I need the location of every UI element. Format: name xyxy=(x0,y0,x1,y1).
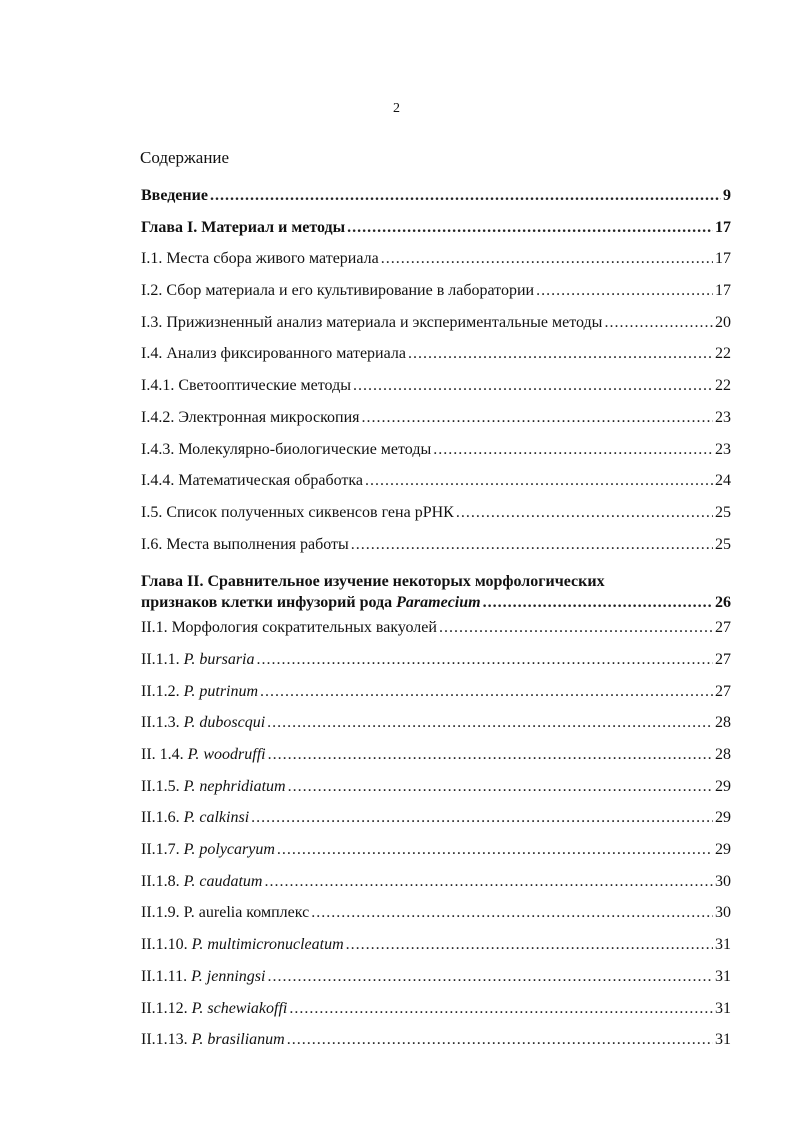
toc-entry[interactable] xyxy=(141,187,731,219)
toc-entry-species: P. nephridiatum xyxy=(183,777,286,795)
dot-leader xyxy=(346,936,713,954)
toc-entry-label: I.2. Сбор материала и его культивирование в лаборатории xyxy=(141,282,535,300)
toc-entry[interactable] xyxy=(141,873,731,905)
toc-title: Содержание xyxy=(140,148,230,167)
chapter-2-title-line-1: Глава II. Сравнительное изучение некоторых морфологических xyxy=(141,573,605,591)
toc-entry[interactable] xyxy=(141,1031,731,1063)
toc-entry-page: 27 xyxy=(715,619,731,637)
toc-entry[interactable] xyxy=(141,1000,731,1032)
dot-leader xyxy=(604,314,713,332)
chapter-2-title-genus: Paramecium xyxy=(396,594,481,612)
toc-entry-page: 29 xyxy=(715,841,731,859)
toc-entry-page: 27 xyxy=(715,650,731,668)
table-of-contents xyxy=(141,187,731,1063)
toc-entry-label: II.1.12. xyxy=(141,999,192,1017)
toc-entry-page: 22 xyxy=(715,345,731,363)
dot-leader xyxy=(257,651,714,669)
toc-entry[interactable] xyxy=(141,904,731,936)
dot-leader xyxy=(381,250,713,268)
toc-entry-species: P. jenningsi xyxy=(191,967,266,985)
toc-entry[interactable] xyxy=(141,968,731,1000)
toc-entry-page: 31 xyxy=(715,936,731,954)
dot-leader xyxy=(456,504,713,522)
toc-entry-page: 20 xyxy=(715,313,731,331)
toc-entry[interactable] xyxy=(141,282,731,314)
toc-entry-species: P. duboscqui xyxy=(183,714,266,732)
toc-entry-label: I.4.3. Молекулярно-биологические методы xyxy=(141,440,432,458)
toc-entry-label: I.6. Места выполнения работы xyxy=(141,535,349,553)
toc-entry-label: II. 1.4. xyxy=(141,746,188,763)
toc-entry-label: I.4. Анализ фиксированного материала xyxy=(141,345,406,363)
toc-entry-page: 31 xyxy=(715,1031,731,1049)
toc-entry-page: 25 xyxy=(715,503,731,521)
toc-entry-page: 31 xyxy=(715,967,731,985)
dot-leader xyxy=(260,683,713,701)
dot-leader xyxy=(268,746,713,764)
toc-entry-label: II.1.2. xyxy=(141,682,184,700)
dot-leader xyxy=(408,345,713,363)
chapter-2-title-prefix: признаков клетки инфузорий рода xyxy=(141,594,397,612)
dot-leader xyxy=(288,778,713,796)
toc-entry[interactable] xyxy=(141,219,731,251)
toc-entry-species: P. calkinsi xyxy=(183,809,250,827)
toc-entry-page: 30 xyxy=(715,904,731,922)
toc-entry-page: 30 xyxy=(715,872,731,890)
toc-entry-label: II.1. Морфология сократительных вакуолей xyxy=(141,619,437,637)
toc-entry-species: P. bursaria xyxy=(183,650,255,668)
dot-leader xyxy=(287,1031,713,1049)
toc-entry-page: 28 xyxy=(715,746,731,763)
dot-leader xyxy=(267,968,713,986)
toc-entry-label: Глава I. Материал и методы xyxy=(141,218,346,236)
toc-entry[interactable] xyxy=(141,841,731,873)
dot-leader xyxy=(267,714,713,732)
toc-entry-species: P. schewiakoffi xyxy=(191,999,288,1017)
toc-entry-label: I.4.1. Светооптические методы xyxy=(141,377,351,395)
dot-leader xyxy=(362,409,713,427)
toc-entry-species: P. woodruffi xyxy=(187,746,266,763)
dot-leader xyxy=(347,219,713,237)
toc-entry-page: 28 xyxy=(715,714,731,732)
toc-entry-label: II.1.9. P. aurelia комплекс xyxy=(141,904,310,922)
toc-entry-page: 9 xyxy=(723,187,731,204)
toc-entry-page: 29 xyxy=(715,809,731,827)
toc-entry-species: P. putrinum xyxy=(183,682,259,700)
toc-entry-page: 31 xyxy=(715,999,731,1017)
toc-entry[interactable] xyxy=(141,651,731,683)
chapter-2-title-line-2 xyxy=(141,592,731,613)
dot-leader xyxy=(277,841,713,859)
toc-entry-page: 22 xyxy=(715,377,731,395)
toc-entry[interactable] xyxy=(141,778,731,810)
toc-entry[interactable] xyxy=(141,714,731,746)
toc-entry-species: P. brasilianum xyxy=(191,1031,285,1049)
toc-entry-page: 23 xyxy=(715,408,731,426)
toc-entry-page: 24 xyxy=(715,472,731,490)
toc-entry-label: II.1.6. xyxy=(141,809,184,827)
dot-leader xyxy=(439,619,713,637)
toc-part-2 xyxy=(141,619,731,1063)
toc-entry-species: P. polycaryum xyxy=(183,841,275,859)
toc-entry[interactable] xyxy=(141,409,731,441)
toc-entry-label: II.1.8. xyxy=(141,872,184,890)
toc-entry-page: 17 xyxy=(715,218,731,236)
toc-entry-label: II.1.10. xyxy=(141,936,192,954)
toc-entry[interactable] xyxy=(141,746,731,778)
chapter-2-page: 26 xyxy=(715,594,731,612)
toc-entry[interactable] xyxy=(141,536,731,568)
toc-entry-label: Введение xyxy=(141,187,208,204)
toc-entry-page: 17 xyxy=(715,250,731,268)
toc-entry-label: I.4.4. Математическая обработка xyxy=(141,472,364,490)
toc-entry-page: 25 xyxy=(715,535,731,553)
toc-entry[interactable] xyxy=(141,250,731,282)
toc-entry-page: 17 xyxy=(715,282,731,300)
toc-entry[interactable] xyxy=(141,377,731,409)
toc-entry-label: I.5. Список полученных сиквенсов гена рРНК xyxy=(141,503,454,521)
toc-entry-species: P. caudatum xyxy=(183,872,263,890)
toc-entry[interactable] xyxy=(141,683,731,715)
toc-entry[interactable] xyxy=(141,809,731,841)
toc-entry-label: II.1.13. xyxy=(141,1031,192,1049)
toc-entry-page: 27 xyxy=(715,682,731,700)
toc-entry-label: II.1.7. xyxy=(141,841,184,859)
dot-leader xyxy=(264,873,713,891)
toc-entry-page: 29 xyxy=(715,777,731,795)
dot-leader xyxy=(210,187,721,205)
toc-entry-label: I.4.2. Электронная микроскопия xyxy=(141,408,360,426)
dot-leader xyxy=(353,377,713,395)
toc-entry-page: 23 xyxy=(715,440,731,458)
toc-entry[interactable] xyxy=(141,472,731,504)
toc-entry[interactable] xyxy=(141,314,731,346)
dot-leader xyxy=(433,441,713,459)
toc-part-1 xyxy=(141,187,731,567)
toc-entry-species: P. multimicronucleatum xyxy=(191,936,344,954)
toc-entry[interactable] xyxy=(141,504,731,536)
page-number: 2 xyxy=(393,101,400,116)
toc-entry[interactable] xyxy=(141,345,731,377)
dot-leader xyxy=(351,536,713,554)
toc-entry[interactable] xyxy=(141,936,731,968)
toc-entry[interactable] xyxy=(141,441,731,473)
dot-leader xyxy=(311,904,713,922)
toc-entry-label: II.1.5. xyxy=(141,777,184,795)
toc-entry-label: II.1.3. xyxy=(141,714,184,732)
toc-entry-label: II.1.1. xyxy=(141,650,184,668)
toc-entry-label: I.3. Прижизненный анализ материала и экспериментальные методы xyxy=(141,313,603,331)
toc-entry-label: II.1.11. xyxy=(141,967,192,985)
dot-leader xyxy=(483,592,713,613)
toc-entry-chapter-2[interactable] xyxy=(141,571,731,613)
dot-leader xyxy=(365,472,713,490)
dot-leader xyxy=(251,809,713,827)
toc-entry-label: I.1. Места сбора живого материала xyxy=(141,250,379,268)
dot-leader xyxy=(289,1000,713,1018)
dot-leader xyxy=(536,282,713,300)
toc-entry[interactable] xyxy=(141,619,731,651)
